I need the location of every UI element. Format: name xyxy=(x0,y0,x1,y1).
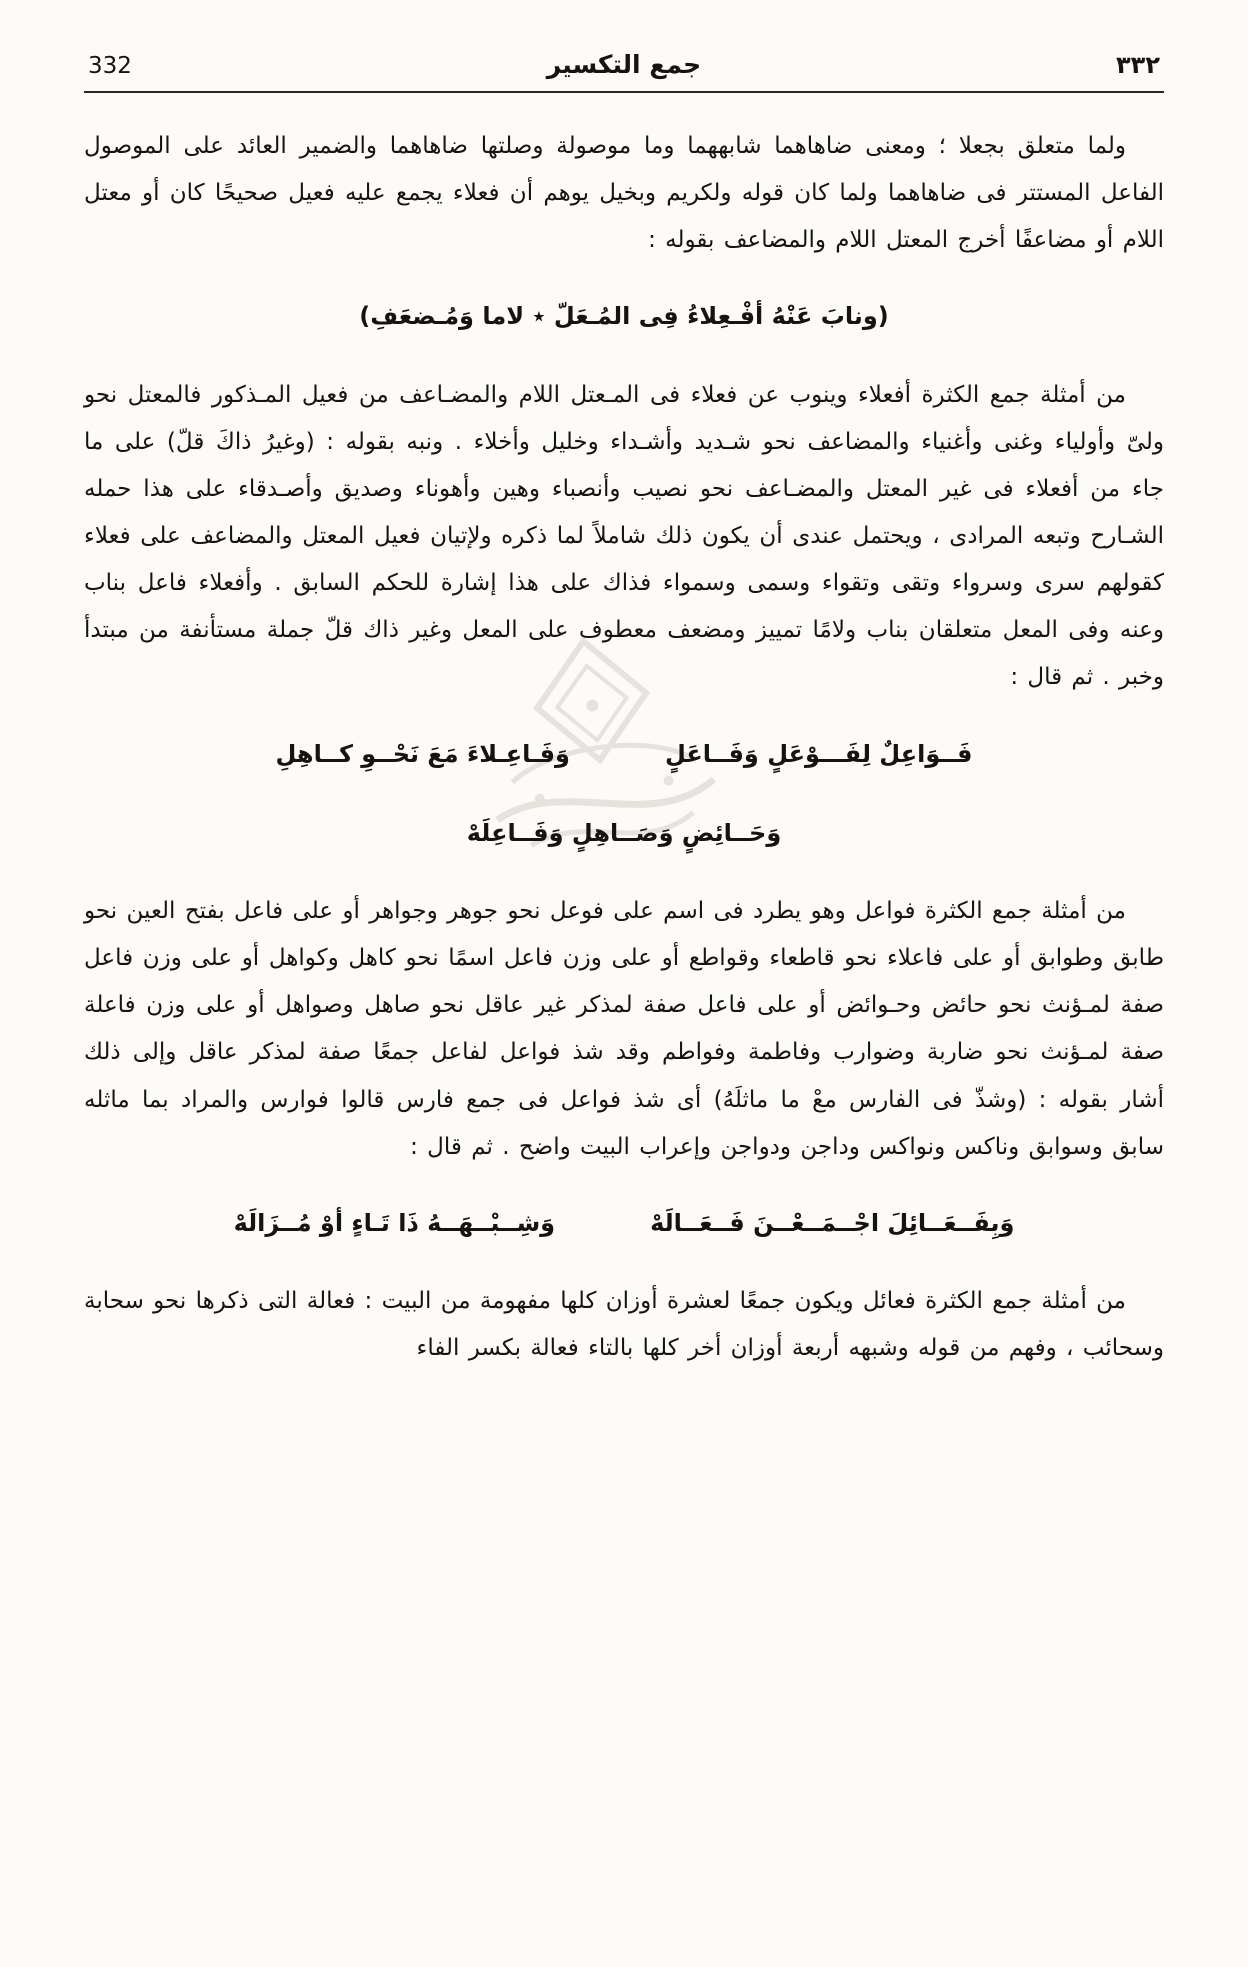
paragraph-1: ولما متعلق بجعلا ؛ ومعنى ضاهاهما شابههما وما موصولة وصلتها ضاهاهما والضمير العائد على الموصول الفاعل المستتر فى ضاهاهما ولما كان قوله ولكريم وبخيل يوهم أن فعلاء يجمع عليه فعيل صحيحًا كان أو معتل اللام أو مضاعفًا أخرج المعتل اللام والمضاعف بقوله : xyxy=(84,133,1164,254)
page-number-latin: 332 xyxy=(88,53,132,79)
page-title: جمع التكسير xyxy=(546,50,702,79)
verse-line-4 xyxy=(84,1199,1164,1248)
verse-line-3: وَحَــائِضٍ وَصَــاهِلٍ وَفَــاعِلَهْ xyxy=(466,818,782,847)
page-number-arabic: ٣٣٢ xyxy=(1116,51,1160,79)
verse-2-hemistich-2: وَفَـاعِـلاءَ مَعَ نَحْــوِ كــاهِلِ xyxy=(275,739,570,768)
page-body xyxy=(84,123,1164,1372)
verse-4-hemistich-1: وَبِفَــعَــائِلَ اجْــمَــعْــنَ فَــعَــالَهْ xyxy=(650,1208,1015,1237)
verse-2-hemistich-1: فَــوَاعِلٌ لِفَـــوْعَلٍ وَفَــاعَلٍ xyxy=(664,739,973,768)
page-header xyxy=(84,50,1164,93)
paragraph-4: من أمثلة جمع الكثرة فعائل ويكون جمعًا لعشرة أوزان كلها مفهومة من البيت : فعالة التى ذكرها نحو سحابة وسحائب ، وفهم من قوله وشبهه أربعة أوزان أخر كلها بالتاء فعالة بكسر الفاء xyxy=(84,1288,1164,1362)
paragraph-3: من أمثلة جمع الكثرة فواعل وهو يطرد فى اسم على فوعل نحو جوهر وجواهر أو على فاعل بفتح العين نحو طابق وطوابق أو على فاعلاء نحو قاطعاء وقواطع أو على وزن فاعل اسمًا نحو كاهل وكواهل أو على وزن فاعل صفة لمـؤنث نحو حائض وحـوائض أو على فاعل صفة لمذكر غير عاقل نحو صاهل وصواهل أو على وزن فاعلة صفة لمـؤنث نحو ضاربة وضوارب وفاطمة وفواطم وقد شذ فواعل لفاعل جمعًا صفة لمذكر عاقل وإلى ذلك أشار بقوله : (وشذّ فى الفارس معْ ما ماثلَهُ) أى شذ فواعل فى جمع فارس قالوا فوارس والمراد بما ماثله سابق وسوابق وناكس ونواكس وداجن ودواجن وإعراب البيت واضح . ثم قال : xyxy=(84,897,1164,1160)
paragraph-2: من أمثلة جمع الكثرة أفعلاء وينوب عن فعلاء فى المـعتل اللام والمضـاعف من فعيل المـذكور فالمعتل نحو ولىّ وأولياء وغنى وأغنياء والمضاعف نحو شـديد وأشـداء وخليل وأخلاء . ونبه بقوله : (وغيرُ ذاكَ قلّ) على ما جاء من أفعلاء فى غير المعتل والمضـاعف نحو نصيب وأنصباء وهين وأهوناء وصديق وأصـدقاء على هذا حمله الشـارح وتبعه المرادى ، ويحتمل عندى أن يكون ذلك شاملاً لما ذكره ولإتيان فعيل المعتل والمضاعف على فعلاء كقولهم سرى وسرواء وتقى وتقواء وسمى وسمواء فذاك على هذا إشارة للحكم السابق . وأفعلاء فاعل بناب وعنه وفى المعل متعلقان بناب ولامًا تمييز ومضعف معطوف على المعل وغير ذاك قلّ جملة مستأنفة من مبتدأ وخبر . ثم قال : xyxy=(84,381,1164,691)
verse-line-2 xyxy=(84,730,1164,779)
verse-4-hemistich-2: وَشِــبْــهَــهُ ذَا تَـاءٍ أوْ مُــزَالَهْ xyxy=(233,1208,556,1237)
verse-line-1: (ونابَ عَنْهُ أفْـعِلاءُ فِى المُـعَلّ ٭ لاما وَمُـضعَفِ) xyxy=(359,302,889,331)
